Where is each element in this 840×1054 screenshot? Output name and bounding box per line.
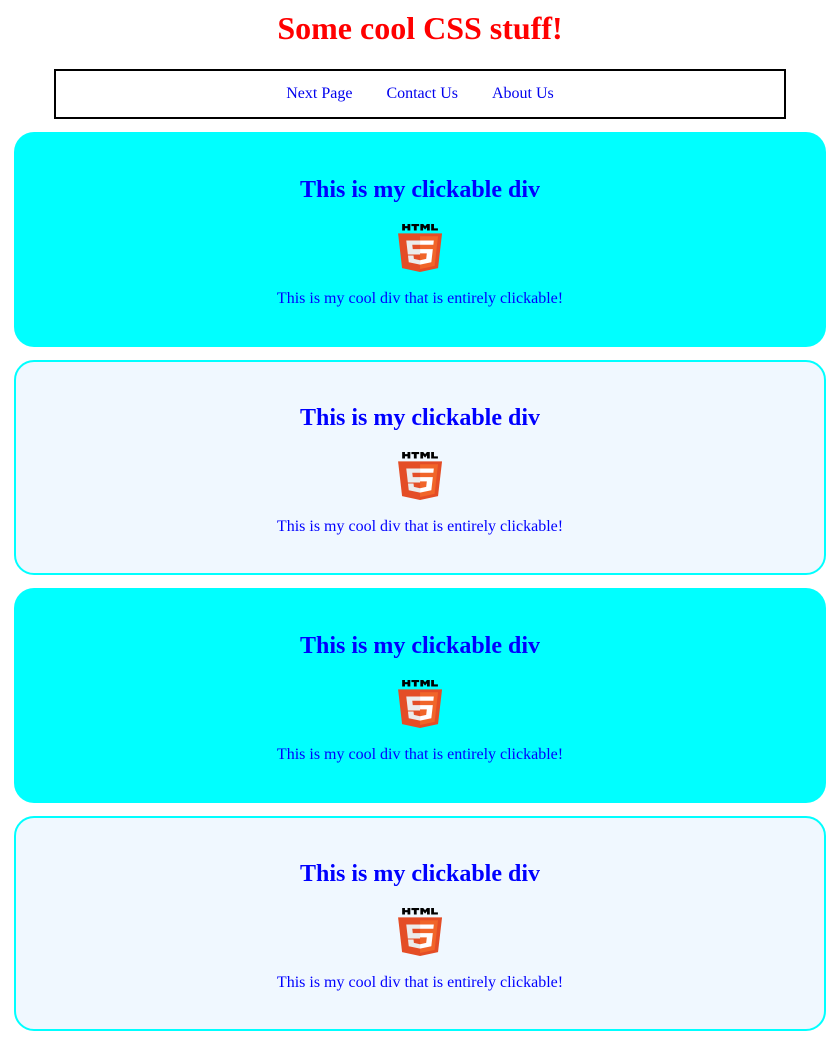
nav-bar bbox=[54, 69, 786, 119]
html5-logo-icon bbox=[26, 908, 814, 956]
card-heading: This is my clickable div bbox=[299, 861, 541, 887]
html5-logo-icon bbox=[24, 224, 816, 272]
card-list bbox=[0, 132, 840, 1050]
card-text: This is my cool div that is entirely clickable! bbox=[276, 290, 564, 307]
nav-link-contact-us[interactable]: Contact Us bbox=[386, 85, 458, 102]
nav-link-about-us[interactable]: About Us bbox=[491, 85, 554, 102]
card-text: This is my cool div that is entirely clickable! bbox=[276, 746, 564, 763]
page-title: Some cool CSS stuff! bbox=[277, 10, 563, 46]
clickable-div-card[interactable] bbox=[14, 816, 826, 1031]
card-text: This is my cool div that is entirely clickable! bbox=[276, 974, 564, 991]
html5-logo-icon bbox=[24, 680, 816, 728]
clickable-div-card[interactable] bbox=[14, 360, 826, 575]
html5-logo-icon bbox=[26, 452, 814, 500]
card-heading: This is my clickable div bbox=[299, 633, 541, 659]
nav-link-next-page[interactable]: Next Page bbox=[286, 85, 353, 102]
clickable-div-card[interactable] bbox=[14, 588, 826, 803]
card-heading: This is my clickable div bbox=[299, 177, 541, 203]
card-text: This is my cool div that is entirely clickable! bbox=[276, 518, 564, 535]
clickable-div-card[interactable] bbox=[14, 132, 826, 347]
card-heading: This is my clickable div bbox=[299, 405, 541, 431]
